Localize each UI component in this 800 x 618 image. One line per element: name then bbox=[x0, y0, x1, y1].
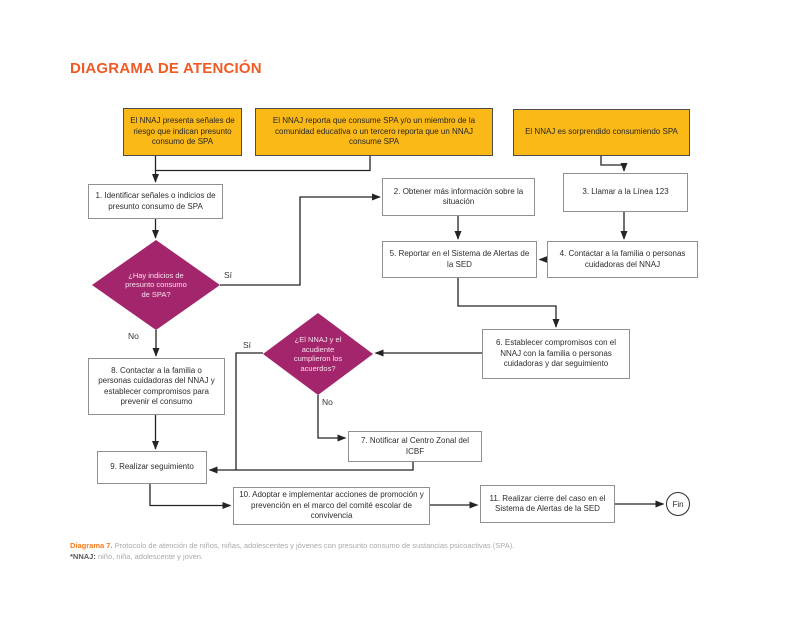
process-node-4: 4. Contactar a la familia o personas cuidadoras del NNAJ bbox=[547, 241, 698, 278]
start-node-signals: El NNAJ presenta señales de riesgo que indican presunto consumo de SPA bbox=[123, 108, 242, 156]
process-node-6: 6. Establecer compromisos con el NNAJ con la familia o personas cuidadoras y dar seguimiento bbox=[482, 329, 630, 379]
process-node-9: 9. Realizar seguimiento bbox=[97, 451, 207, 484]
branch-label-no-1: No bbox=[128, 331, 139, 341]
process-node-7: 7. Notificar al Centro Zonal del ICBF bbox=[348, 431, 482, 462]
start-node-report: El NNAJ reporta que consume SPA y/o un miembro de la comunidad educativa o un tercero reporta que un NNAJ consume SPA bbox=[255, 108, 493, 156]
decision-label: ¿Hay indicios de presunto consumo de SPA? bbox=[125, 270, 187, 299]
process-node-8: 8. Contactar a la familia o personas cuidadoras del NNAJ y establecer compromisos para prevenir el consumo bbox=[88, 358, 225, 415]
end-label: Fin bbox=[672, 499, 684, 509]
caption-note-tag: *NNAJ: bbox=[70, 552, 96, 561]
process-node-11: 11. Realizar cierre del caso en el Sistema de Alertas de la SED bbox=[480, 485, 615, 523]
decision-label: ¿El NNAJ y el acudiente cumplieron los acuerdos? bbox=[293, 335, 343, 373]
start-node-caught: El NNAJ es sorprendido consumiendo SPA bbox=[513, 109, 690, 156]
decision-node-indications bbox=[92, 240, 220, 330]
decision-node-agreements bbox=[263, 313, 373, 395]
page-title: DIAGRAMA DE ATENCIÓN bbox=[70, 60, 262, 77]
process-node-2: 2. Obtener más información sobre la situación bbox=[382, 178, 535, 216]
end-node-fin bbox=[666, 492, 690, 516]
process-node-10: 10. Adoptar e implementar acciones de promoción y prevención en el marco del comité escolar de convivencia bbox=[233, 487, 430, 525]
branch-label-yes-1: Sí bbox=[224, 270, 233, 280]
branch-label-no-2: No bbox=[322, 397, 333, 407]
caption-tag: Diagrama 7. bbox=[70, 541, 113, 550]
caption-note-text: niño, niña, adolescente y joven. bbox=[97, 552, 204, 561]
caption-text: Protocolo de atención de niños, niñas, adolescentes y jóvenes con presunto consumo de sustancias psicoactivas (SPA). bbox=[114, 541, 515, 550]
process-node-3: 3. Llamar a la Línea 123 bbox=[563, 173, 688, 212]
process-node-1: 1. Identificar señales o indicios de presunto consumo de SPA bbox=[88, 184, 223, 219]
branch-label-yes-2: Sí bbox=[243, 340, 252, 350]
process-node-5: 5. Reportar en el Sistema de Alertas de la SED bbox=[382, 241, 537, 278]
